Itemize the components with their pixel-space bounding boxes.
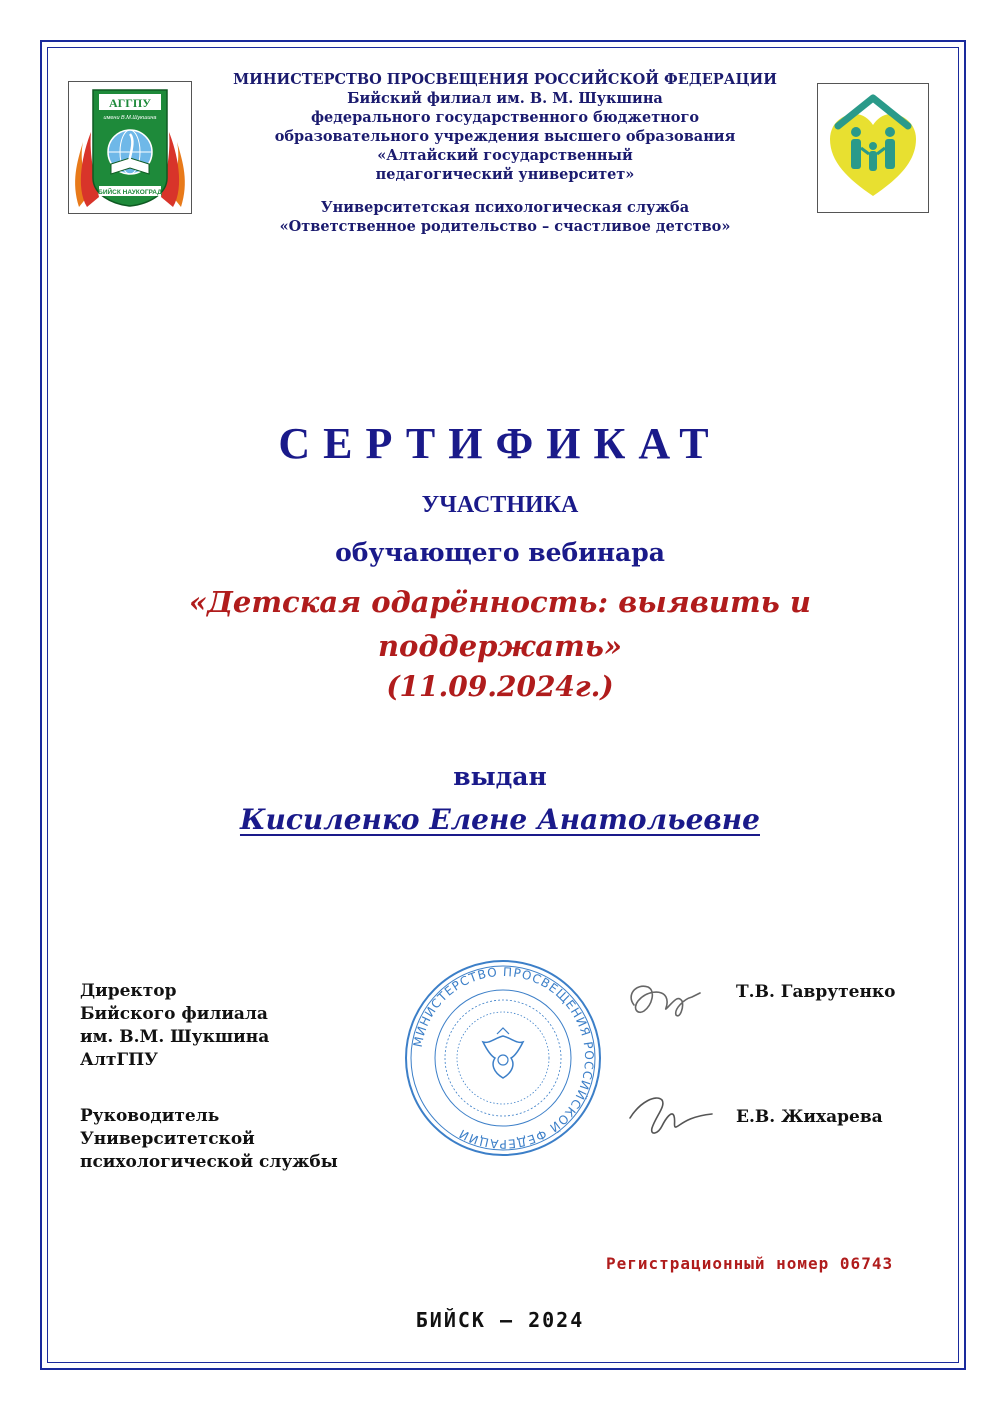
issued-label: выдан [453, 762, 547, 791]
director-name: Т.В. Гаврутенко [736, 982, 896, 1002]
head-line: Руководитель [80, 1106, 220, 1126]
director-signature [622, 975, 707, 1029]
service-line-1: Университетская психологическая служба [320, 199, 690, 216]
institution-line-2: образовательного учреждения высшего образования [274, 128, 736, 145]
ministry-line: МИНИСТЕРСТВО ПРОСВЕЩЕНИЯ РОССИЙСКОЙ ФЕДЕРАЦИИ [233, 71, 777, 88]
recipient-name: Кисиленко Елене Анатольевне [239, 803, 760, 836]
logo-bottom-text: БИЙСК НАУКОГРАД [98, 189, 162, 196]
logo-top-text: АГГПУ [108, 96, 152, 110]
official-round-seal-icon [403, 958, 603, 1158]
service-logo [817, 83, 929, 213]
director-line: им. В.М. Шукшина [80, 1027, 270, 1047]
city-year: БИЙСК – 2024 [415, 1308, 585, 1332]
director-title [80, 980, 269, 1072]
signature-mark-icon [622, 1080, 717, 1150]
institution-line-1: федерального государственного бюджетного [310, 109, 700, 126]
university-logo [68, 81, 192, 214]
logo-sub-text: имени В.М.Шукшина [103, 115, 157, 121]
certificate-subtitle: УЧАСТНИКА [421, 492, 579, 518]
branch-line: Бийский филиал им. В. М. Шукшина [347, 90, 663, 107]
institution-header [200, 70, 810, 236]
head-name: Е.В. Жихарева [736, 1107, 883, 1127]
certificate-title: СЕРТИФИКАТ [278, 419, 722, 468]
institution-line-4: педагогический университет» [375, 166, 635, 183]
head-title [80, 1105, 338, 1174]
head-line: Университетской [80, 1129, 255, 1149]
head-line: психологической службы [80, 1152, 338, 1172]
director-line: Директор [80, 981, 177, 1001]
recipient-name-wrap [0, 803, 1000, 836]
service-line-2: «Ответственное родительство – счастливое детство» [279, 218, 731, 235]
signature-mark-icon [622, 975, 707, 1025]
official-seal [403, 958, 603, 1158]
institution-line-3: «Алтайский государственный [377, 147, 633, 164]
seal-text: МИНИСТЕРСТВО ПРОСВЕЩЕНИЯ РОССИЙСКОЙ ФЕДЕРАЦИИ [410, 964, 597, 1152]
registration-number: Регистрационный номер 06743 [606, 1254, 894, 1273]
event-type: обучающего вебинара [335, 538, 665, 567]
director-line: АлтГПУ [80, 1050, 158, 1070]
director-line: Бийского филиала [80, 1004, 268, 1024]
event-name: «Детская одарённость: выявить и поддержать» [189, 585, 811, 663]
head-signature [622, 1080, 717, 1154]
family-heart-house-icon [818, 84, 928, 212]
book-quill-emblem-icon [69, 82, 191, 213]
event-date: (11.09.2024г.) [386, 670, 614, 703]
